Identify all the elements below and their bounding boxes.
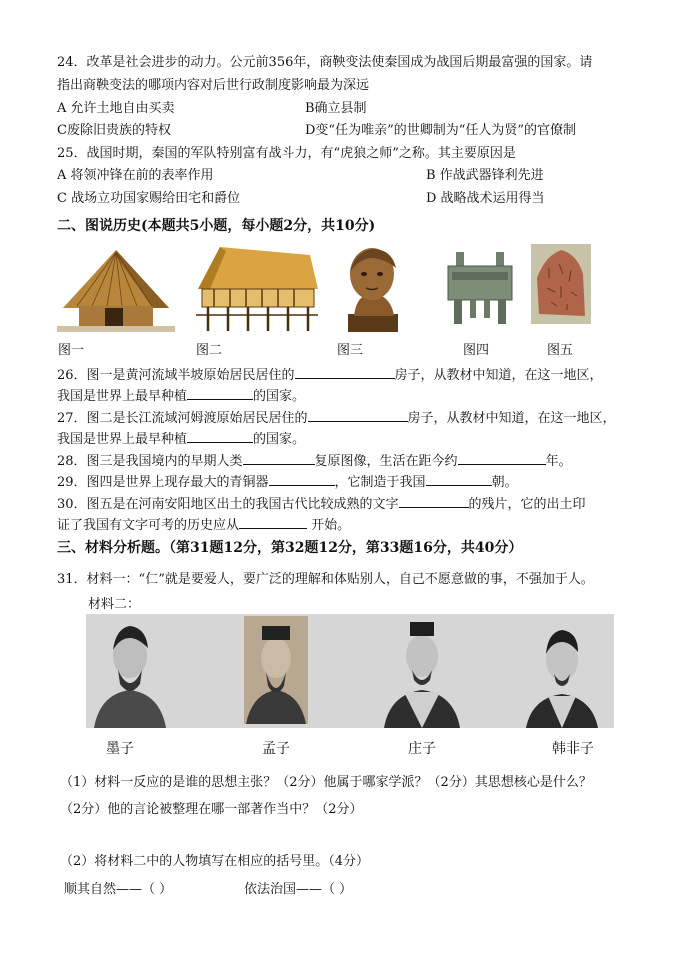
q27-line2: 我国是世界上最早种植 的国家。 xyxy=(57,428,305,450)
q25-option-b: B 作战武器锋利先进 xyxy=(426,168,544,183)
q28-line: 28．图三是我国境内的早期人类 复原图像，生活在距今约 年。 xyxy=(57,450,572,472)
q31-fill-yifazhiguo[interactable]: 依法治国——（ ） xyxy=(244,882,353,897)
q24-stem-line1: 24．改革是社会进步的动力。公元前356年，商鞅变法使秦国成为战国后期最富强的国家。请 xyxy=(57,55,593,70)
q26-line1: 26．图一是黄河流域半坡原始居民居住的 房子，从教材中知道，在这一地区， xyxy=(57,364,603,386)
q24-stem-line2: 指出商鞅变法的哪项内容对后世行政制度影响最为深远 xyxy=(57,78,370,93)
q25-option-a: A 将领冲锋在前的表率作用 xyxy=(57,168,214,183)
q29-blank-2[interactable] xyxy=(426,471,492,486)
figure-3-early-human-bust xyxy=(334,244,410,334)
figure-2-caption: 图二 xyxy=(196,343,223,358)
q29-blank-1[interactable] xyxy=(269,471,335,486)
q30-line2: 证了我国有文字可考的历史应从 开始。 xyxy=(57,514,350,536)
q30-line1: 30．图五是在河南安阳地区出土的我国古代比较成熟的文字 的残片，它的出土印 xyxy=(57,493,586,515)
figure-1-caption: 图一 xyxy=(58,343,85,358)
q30-blank-2[interactable] xyxy=(239,514,307,529)
q28-blank-2[interactable] xyxy=(458,450,546,465)
q31-material-2-label: 材料二： xyxy=(88,597,141,612)
q24-option-b: B确立县制 xyxy=(305,101,367,116)
q27-line1: 27．图二是长江流域河姆渡原始居民居住的 房子，从教材中知道，在这一地区， xyxy=(57,407,616,429)
figure-4-bronze-ding xyxy=(442,248,518,328)
q26-blank-1[interactable] xyxy=(295,364,395,379)
portrait-label-hanfeizi: 韩非子 xyxy=(552,741,594,757)
figure-3-caption: 图三 xyxy=(337,343,364,358)
figure-1-thatched-hut xyxy=(57,248,175,332)
portrait-label-mozi: 墨子 xyxy=(106,741,134,757)
q31-material-1: 31．材料一：“仁”就是要爱人，要广泛的理解和体贴别人，自己不愿意做的事，不强加于人。 xyxy=(57,572,594,587)
section-3-title: 三、材料分析题。（第31题12分，第32题12分，第33题16分，共40分） xyxy=(57,540,523,556)
q31-sub1-line1: （1）材料一反应的是谁的思想主张？（2分）他属于哪家学派？（2分）其思想核心是什么？ xyxy=(60,775,592,790)
q25-option-d: D 战略战术运用得当 xyxy=(426,191,545,206)
figure-5-caption: 图五 xyxy=(547,343,574,358)
q24-option-a: A 允许土地自由买卖 xyxy=(57,101,175,116)
q31-sub2: （2）将材料二中的人物填写在相应的括号里。（4分） xyxy=(60,854,370,869)
q24-option-c: C废除旧贵族的特权 xyxy=(57,123,171,138)
q30-blank-1[interactable] xyxy=(399,493,469,508)
figure-5-oracle-bone xyxy=(531,244,591,324)
q27-blank-2[interactable] xyxy=(187,428,253,443)
q29-line: 29．图四是世界上现存最大的青铜器 ，它制造于我国 朝。 xyxy=(57,471,518,493)
q24-option-d: D变“任为唯亲”的世卿制为“任人为贤”的官僚制 xyxy=(305,123,577,138)
figure-4-caption: 图四 xyxy=(463,343,490,358)
figure-2-stilt-house xyxy=(190,245,322,333)
q27-blank-1[interactable] xyxy=(308,407,408,422)
portrait-label-zhuangzi: 庄子 xyxy=(408,741,436,757)
q31-portrait-strip xyxy=(86,614,614,728)
q31-fill-shunqiziran[interactable]: 顺其自然——（ ） xyxy=(64,882,173,897)
portrait-label-mencius: 孟子 xyxy=(262,741,290,757)
q25-option-c: C 战场立功国家赐给田宅和爵位 xyxy=(57,191,241,206)
section-2-title: 二、图说历史(本题共5小题，每小题2分，共10分) xyxy=(57,218,376,234)
q26-blank-2[interactable] xyxy=(187,385,253,400)
q26-line2: 我国是世界上最早种植 的国家。 xyxy=(57,385,305,407)
mencius-portrait xyxy=(244,616,308,724)
q28-blank-1[interactable] xyxy=(243,450,315,465)
q31-sub1-line2: （2分）他的言论被整理在哪一部著作当中？（2分） xyxy=(60,802,363,817)
q25-stem: 25．战国时期，秦国的军队特别富有战斗力，有“虎狼之师”之称。其主要原因是 xyxy=(57,146,516,161)
